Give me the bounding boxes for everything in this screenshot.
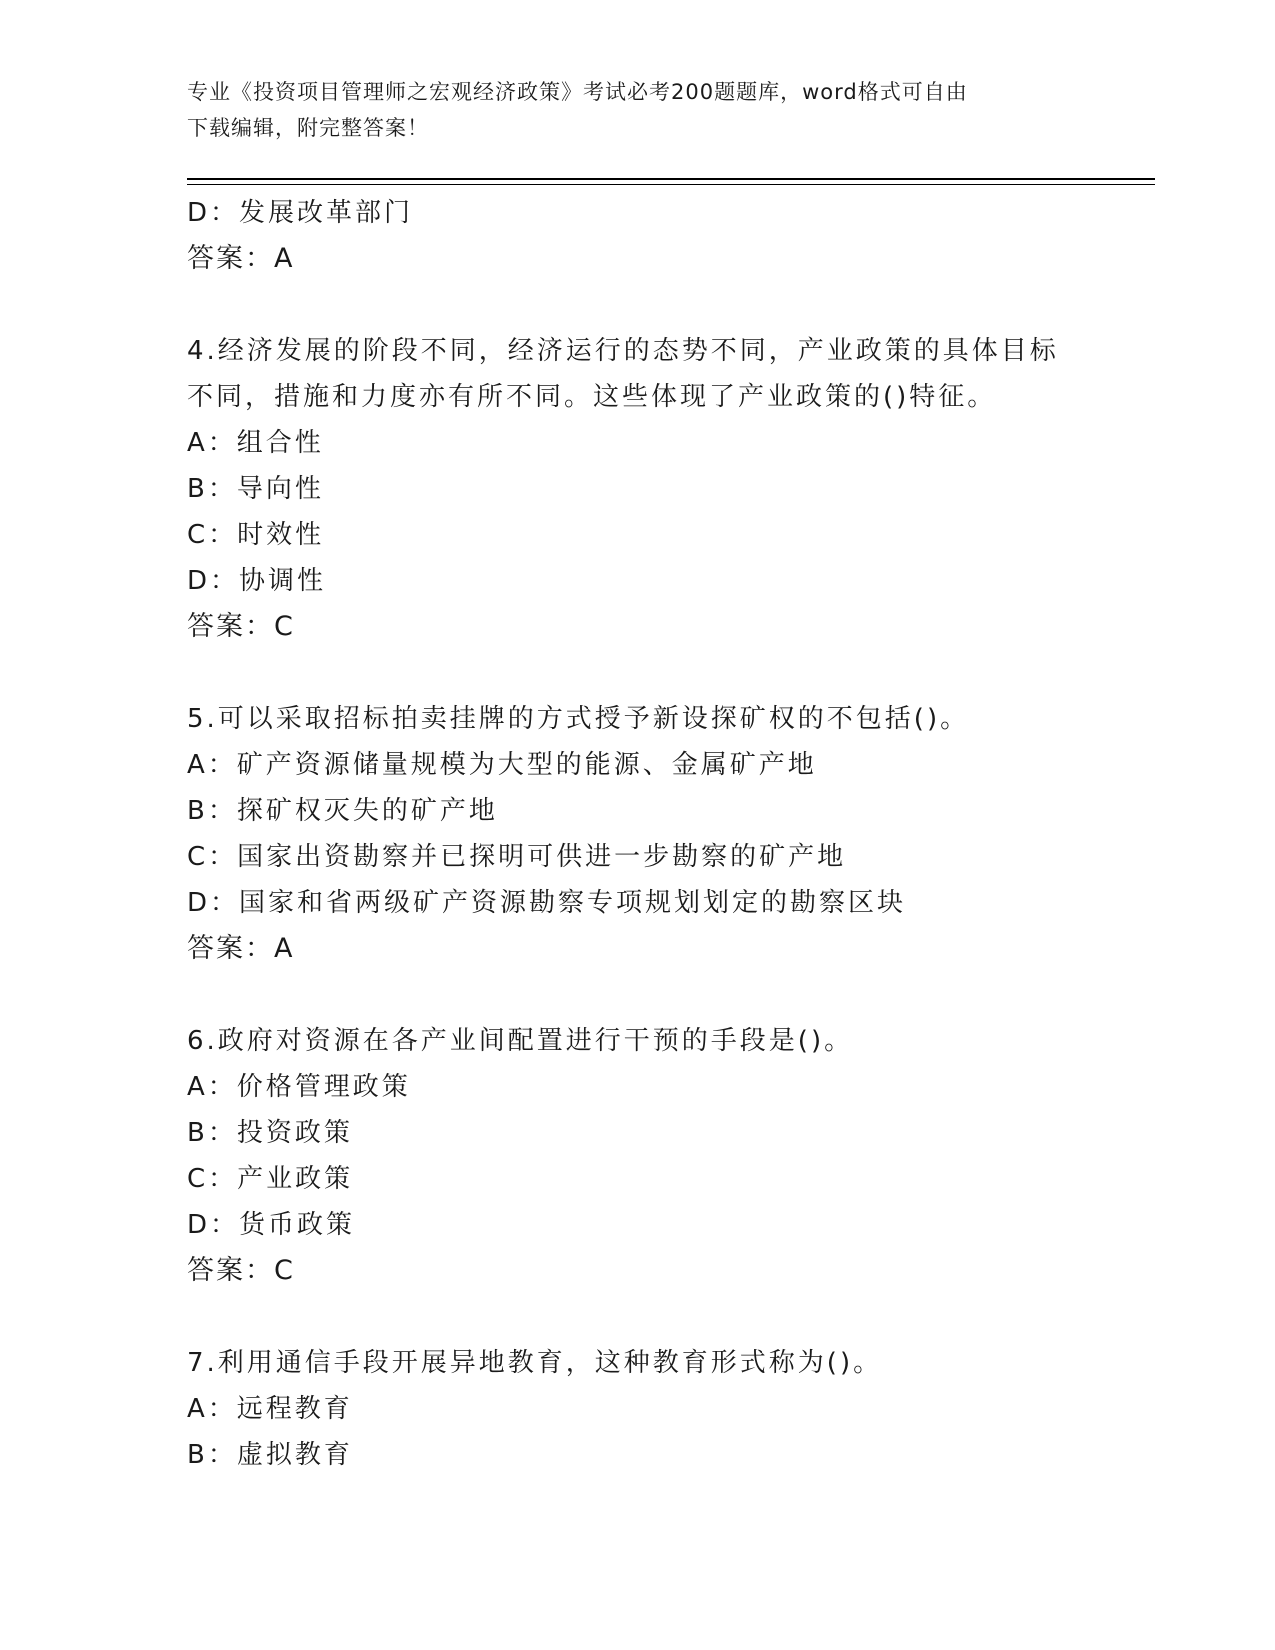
option-c: C：国家出资勘察并已探明可供进一步勘察的矿产地 (187, 842, 847, 872)
option-d: D：货币政策 (187, 1210, 356, 1240)
question-6 (187, 1018, 1107, 1294)
document-header (187, 74, 1087, 146)
question-4 (187, 328, 1107, 650)
option-a: A：价格管理政策 (187, 1072, 411, 1102)
header-line-1: 专业《投资项目管理师之宏观经济政策》考试必考200题题库，word格式可自由 (187, 80, 968, 104)
option-a: A：矿产资源储量规模为大型的能源、金属矿产地 (187, 750, 817, 780)
spacer (187, 650, 1107, 696)
question-text: 5.可以采取招标拍卖挂牌的方式授予新设探矿权的不包括()。 (187, 704, 970, 734)
option-d: D：协调性 (187, 566, 327, 596)
question-5 (187, 696, 1107, 972)
header-rule-thick (187, 178, 1155, 180)
option-d: D：国家和省两级矿产资源勘察专项规划划定的勘察区块 (187, 888, 907, 918)
spacer (187, 972, 1107, 1018)
option-b: B：投资政策 (187, 1118, 353, 1148)
spacer (187, 282, 1107, 328)
option-b: B：探矿权灭失的矿产地 (187, 796, 498, 826)
header-line-2: 下载编辑，附完整答案！ (187, 116, 429, 140)
option-d: D：发展改革部门 (187, 198, 414, 228)
question-text: 7.利用通信手段开展异地教育，这种教育形式称为()。 (187, 1348, 883, 1378)
option-a: A：组合性 (187, 428, 324, 458)
option-b: B：导向性 (187, 474, 324, 504)
question-text: 6.政府对资源在各产业间配置进行干预的手段是()。 (187, 1026, 854, 1056)
option-a: A：远程教育 (187, 1394, 353, 1424)
answer-line: 答案：C (187, 611, 295, 642)
question-text: 4.经济发展的阶段不同，经济运行的态势不同，产业政策的具体目标 (187, 336, 1059, 366)
answer-line: 答案：C (187, 1255, 295, 1286)
question-text: 不同，措施和力度亦有所不同。这些体现了产业政策的()特征。 (187, 382, 997, 412)
spacer (187, 1294, 1107, 1340)
answer-line: 答案：A (187, 933, 295, 964)
question-7 (187, 1340, 1107, 1478)
option-c: C：时效性 (187, 520, 325, 550)
option-c: C：产业政策 (187, 1164, 354, 1194)
answer-line: 答案：A (187, 243, 295, 274)
header-rule-thin (187, 184, 1155, 185)
question-content (187, 190, 1107, 1478)
option-b: B：虚拟教育 (187, 1440, 353, 1470)
